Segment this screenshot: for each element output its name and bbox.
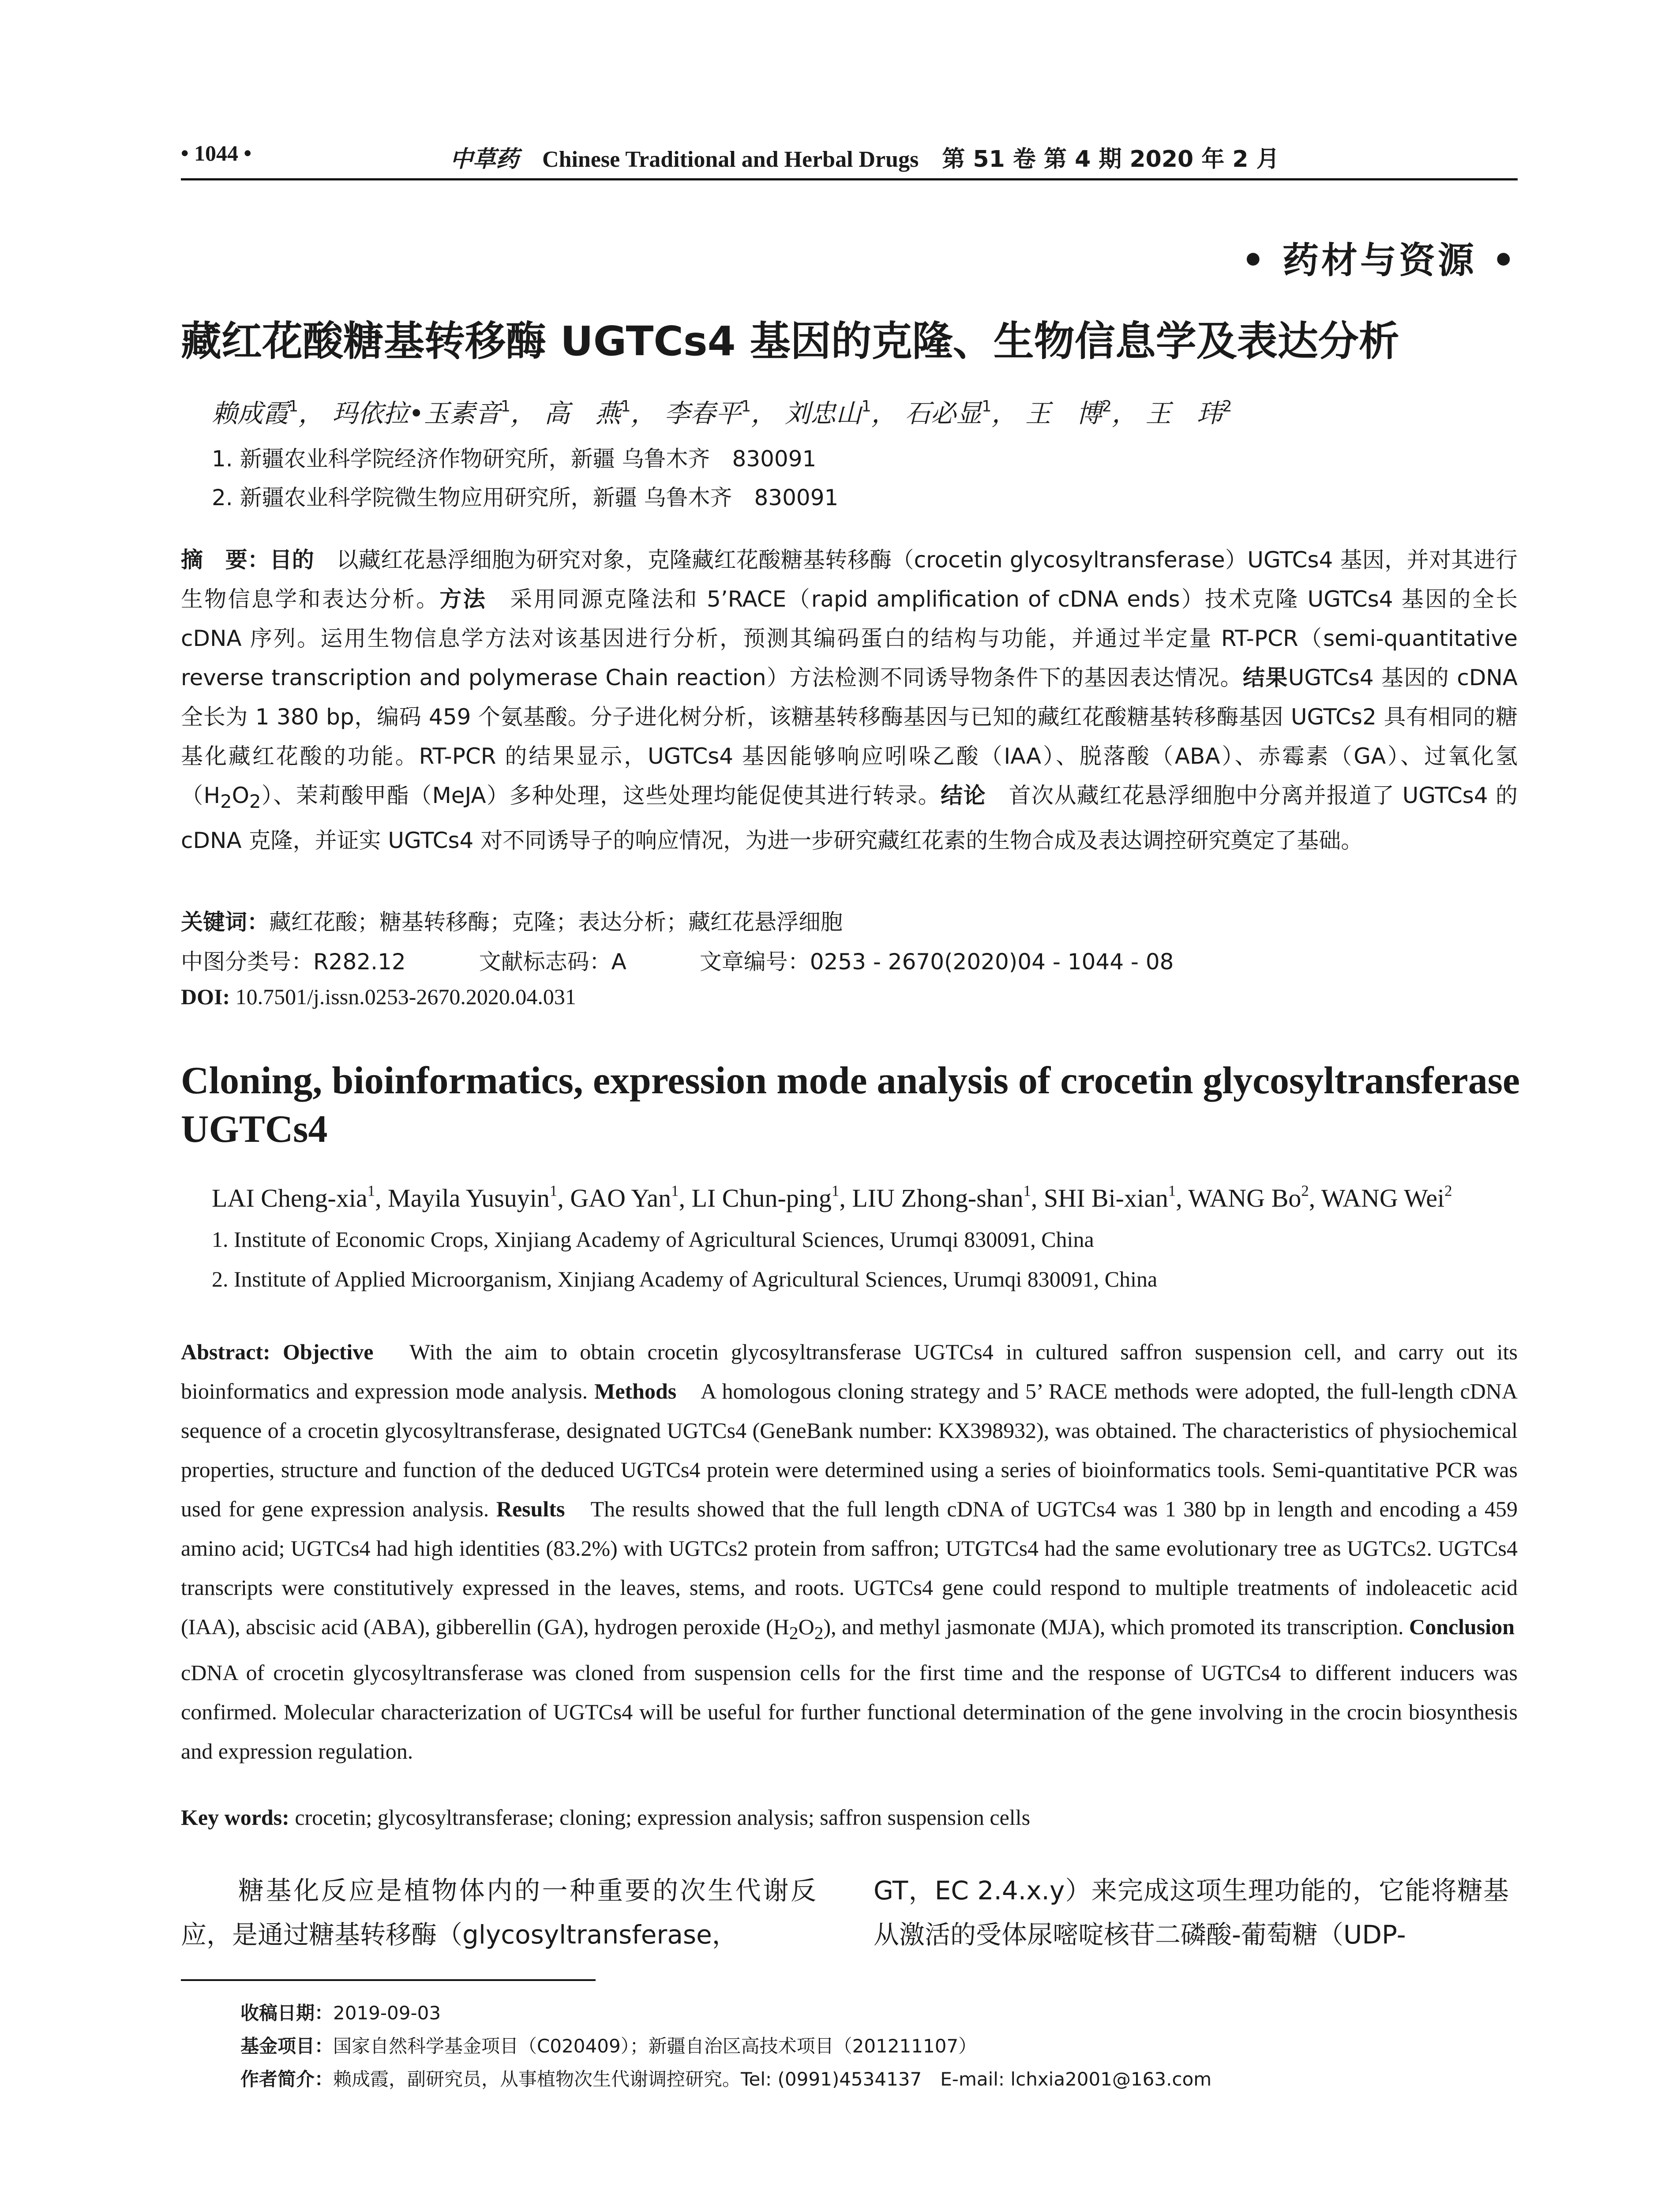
affiliation-cn-1: 1. 新疆农业科学院经济作物研究所，新疆 乌鲁木齐 830091 <box>212 446 817 472</box>
running-header <box>181 140 1518 175</box>
journal-name-cn: 中草药 <box>450 146 519 173</box>
results-label-en: Results <box>496 1497 565 1521</box>
objective-text-en: With the aim to obtain crocetin glycosyltransferase UGTCs4 in cultured saffron suspension cell, and carry out its bioinformatics and expression mode analysis. <box>181 1339 1518 1403</box>
author-en: LIU Zhong-shan$^1$, <box>852 1182 1044 1213</box>
abstract-en-label: Abstract: <box>181 1339 270 1364</box>
footnote-received: 收稿日期：2019-09-03 <box>240 2002 441 2024</box>
conclusion-text-cn: 首次从藏红花悬浮细胞中分离并报道了 UGTCs4 的 cDNA 克隆，并证实 UGTCs4 对不同诱导子的响应情况，为进一步研究藏红花素的生物合成及表达调控研究奠定了基础。 <box>181 783 1518 853</box>
footnote-author: 作者简介：赖成霞，副研究员，从事植物次生代谢调控研究。Tel: (0991)4534137 E-mail: lchxia2001@163.com <box>240 2068 1212 2090</box>
author-cn: 玛依拉•玉素音$^1$， <box>332 398 536 428</box>
page-number: • 1044 • <box>181 141 252 165</box>
title-en: Cloning, bioinformatics, expression mode analysis of crocetin glycosyltransferase UGTCs4 <box>181 1059 1520 1151</box>
author-en: LAI Cheng-xia$^1$, <box>212 1182 388 1213</box>
author-en: SHI Bi-xian$^1$, <box>1043 1182 1189 1213</box>
header-rule <box>181 178 1518 180</box>
keywords-en: Key words: crocetin; glycosyltransferase; cloning; expression analysis; saffron suspension cells <box>181 1805 1031 1830</box>
methods-text-cn: 采用同源克隆法和 5’RACE（rapid amplification of cDNA ends）技术克隆 UGTCs4 基因的全长 cDNA 序列。运用生物信息学方法对该基因进行分析，预测其编码蛋白的结构与功能，并通过半定量 RT-PCR（semi-quantitative reverse transcription and polymerase Chain reaction）方法检测不同诱导物条件下的基因表达情况。 <box>181 586 1518 690</box>
journal-name-en: Chinese Traditional and Herbal Drugs <box>542 147 919 172</box>
author-en: GAO Yan$^1$, <box>570 1182 692 1213</box>
author-en: LI Chun-ping$^1$, <box>691 1182 852 1213</box>
doi: DOI: 10.7501/j.issn.0253-2670.2020.04.031 <box>181 984 576 1009</box>
affiliation-cn-2: 2. 新疆农业科学院微生物应用研究所，新疆 乌鲁木齐 830091 <box>212 485 839 510</box>
methods-label-cn: 方法 <box>439 586 487 612</box>
affiliation-en-1: 1. Institute of Economic Crops, Xinjiang Academy of Agricultural Sciences, Urumqi 830091, China <box>212 1227 1094 1252</box>
results-text-en: The results showed that the full length cDNA of UGTCs4 was 1 380 bp in length and encoding a 459 amino acid; UGTCs4 had high identities (83.2%) with UGTCs2 protein from saffron; UTGTCs4 had the same evolutionary tree as UGTCs2. UGTCs4 transcripts were constitutively expressed in the leaves, stems, and roots. UGTCs4 gene could respond to multiple treatments of indoleacetic acid (IAA), abscisic acid (ABA), gibberellin (GA), hydrogen peroxide $(H_2O_2)$, and methyl jasmonate (MJA), which promoted its transcription. <box>181 1497 1518 1643</box>
section-tag: • 药材与资源 • <box>1241 240 1518 281</box>
objective-label-cn: 目的 <box>270 547 315 573</box>
affiliation-en-2: 2. Institute of Applied Microorganism, Xinjiang Academy of Agricultural Sciences, Urumqi 830091, China <box>212 1267 1158 1291</box>
objective-text-cn: 以藏红花悬浮细胞为研究对象，克隆藏红花酸糖基转移酶（crocetin glycosyltransferase）UGTCs4 基因，并对其进行生物信息学和表达分析。 <box>181 547 1518 612</box>
clc-number: 中图分类号：R282.12 <box>181 949 406 975</box>
author-cn: 刘忠山$^1$， <box>784 398 897 428</box>
authors-cn <box>212 393 1232 430</box>
author-en: WANG Bo$^2$, <box>1188 1182 1321 1213</box>
keywords-cn: 关键词：藏红花酸；糖基转移酶；克隆；表达分析；藏红花悬浮细胞 <box>181 909 843 935</box>
footnote-rule <box>181 1979 596 1981</box>
abstract-cn-label: 摘 要： <box>181 547 270 573</box>
journal-header-line <box>450 140 1279 173</box>
author-cn: 王 玮$^2$ <box>1145 398 1232 428</box>
author-cn: 高 燕$^1$， <box>544 398 656 428</box>
body-column-right: GT，EC 2.4.x.y）来完成这项生理功能的，它能将糖基从激活的受体尿嘧啶核苷二磷酸-葡萄糖（UDP- <box>874 1876 1509 1950</box>
document-code: 文献标志码：A <box>479 949 626 975</box>
conclusion-label-cn: 结论 <box>941 783 986 808</box>
authors-en <box>212 1182 1452 1213</box>
methods-label-en: Methods <box>594 1379 677 1403</box>
abstract-en <box>181 1332 1537 1771</box>
abstract-cn <box>181 540 1518 860</box>
conclusion-label-en: Conclusion <box>1409 1614 1515 1639</box>
classification-line <box>181 944 1240 976</box>
body-column-left: 糖基化反应是植物体内的一种重要的次生代谢反应，是通过糖基转移酶（glycosyltransferase， <box>181 1876 816 1950</box>
results-label-cn: 结果 <box>1243 665 1288 690</box>
author-cn: 李春平$^1$， <box>664 398 777 428</box>
methods-text-en: A homologous cloning strategy and 5’ RACE methods were adopted, the full-length cDNA sequence of a crocetin glycosyltransferase, designated UGTCs4 (GeneBank number: KX398932), was obtained. The characteristics of physiochemical properties, structure and function of the deduced UGTCs4 protein were determined using a series of bioinformatics tools. Semi-quantitative PCR was used for gene expression analysis. <box>181 1379 1518 1521</box>
volume-issue: 第 51 卷 第 4 期 2020 年 2 月 <box>942 146 1279 173</box>
article-number: 文章编号：0253 - 2670(2020)04 - 1044 - 08 <box>699 949 1174 975</box>
footnote-funding: 基金项目：国家自然科学基金项目（C020409）；新疆自治区高技术项目（201211107） <box>240 2035 977 2057</box>
author-cn: 赖成霞$^1$， <box>212 398 324 428</box>
author-cn: 石必显$^1$， <box>905 398 1017 428</box>
title-cn: 藏红花酸糖基转移酶 UGTCs4 基因的克隆、生物信息学及表达分析 <box>181 318 1399 365</box>
author-en: Mayila Yusuyin$^1$, <box>388 1182 570 1213</box>
results-text-cn: UGTCs4 基因的 cDNA 全长为 1 380 bp，编码 459 个氨基酸。分子进化树分析，该糖基转移酶基因与已知的藏红花酸糖基转移酶基因 UGTCs2 具有相同的糖基化藏红花酸的功能。RT-PCR 的结果显示，UGTCs4 基因能够响应吲哚乙酸（IAA）、脱落酸（ABA）、赤霉素（GA）、过氧化氢$(H_2O_2)$、茉莉酸甲酯（MeJA）多种处理，这些处理均能促使其进行转录。 <box>181 665 1518 812</box>
author-cn: 王 博$^2$， <box>1025 398 1138 428</box>
conclusion-text-en: cDNA of crocetin glycosyltransferase was cloned from suspension cells for the first time and the response of UGTCs4 to different inducers was confirmed. Molecular characterization of UGTCs4 will be useful for further functional determination of the gene involving in the crocin biosynthesis and expression regulation. <box>181 1614 1537 1763</box>
author-en: WANG Wei$^2$ <box>1321 1182 1452 1213</box>
objective-label-en: Objective <box>283 1339 374 1364</box>
